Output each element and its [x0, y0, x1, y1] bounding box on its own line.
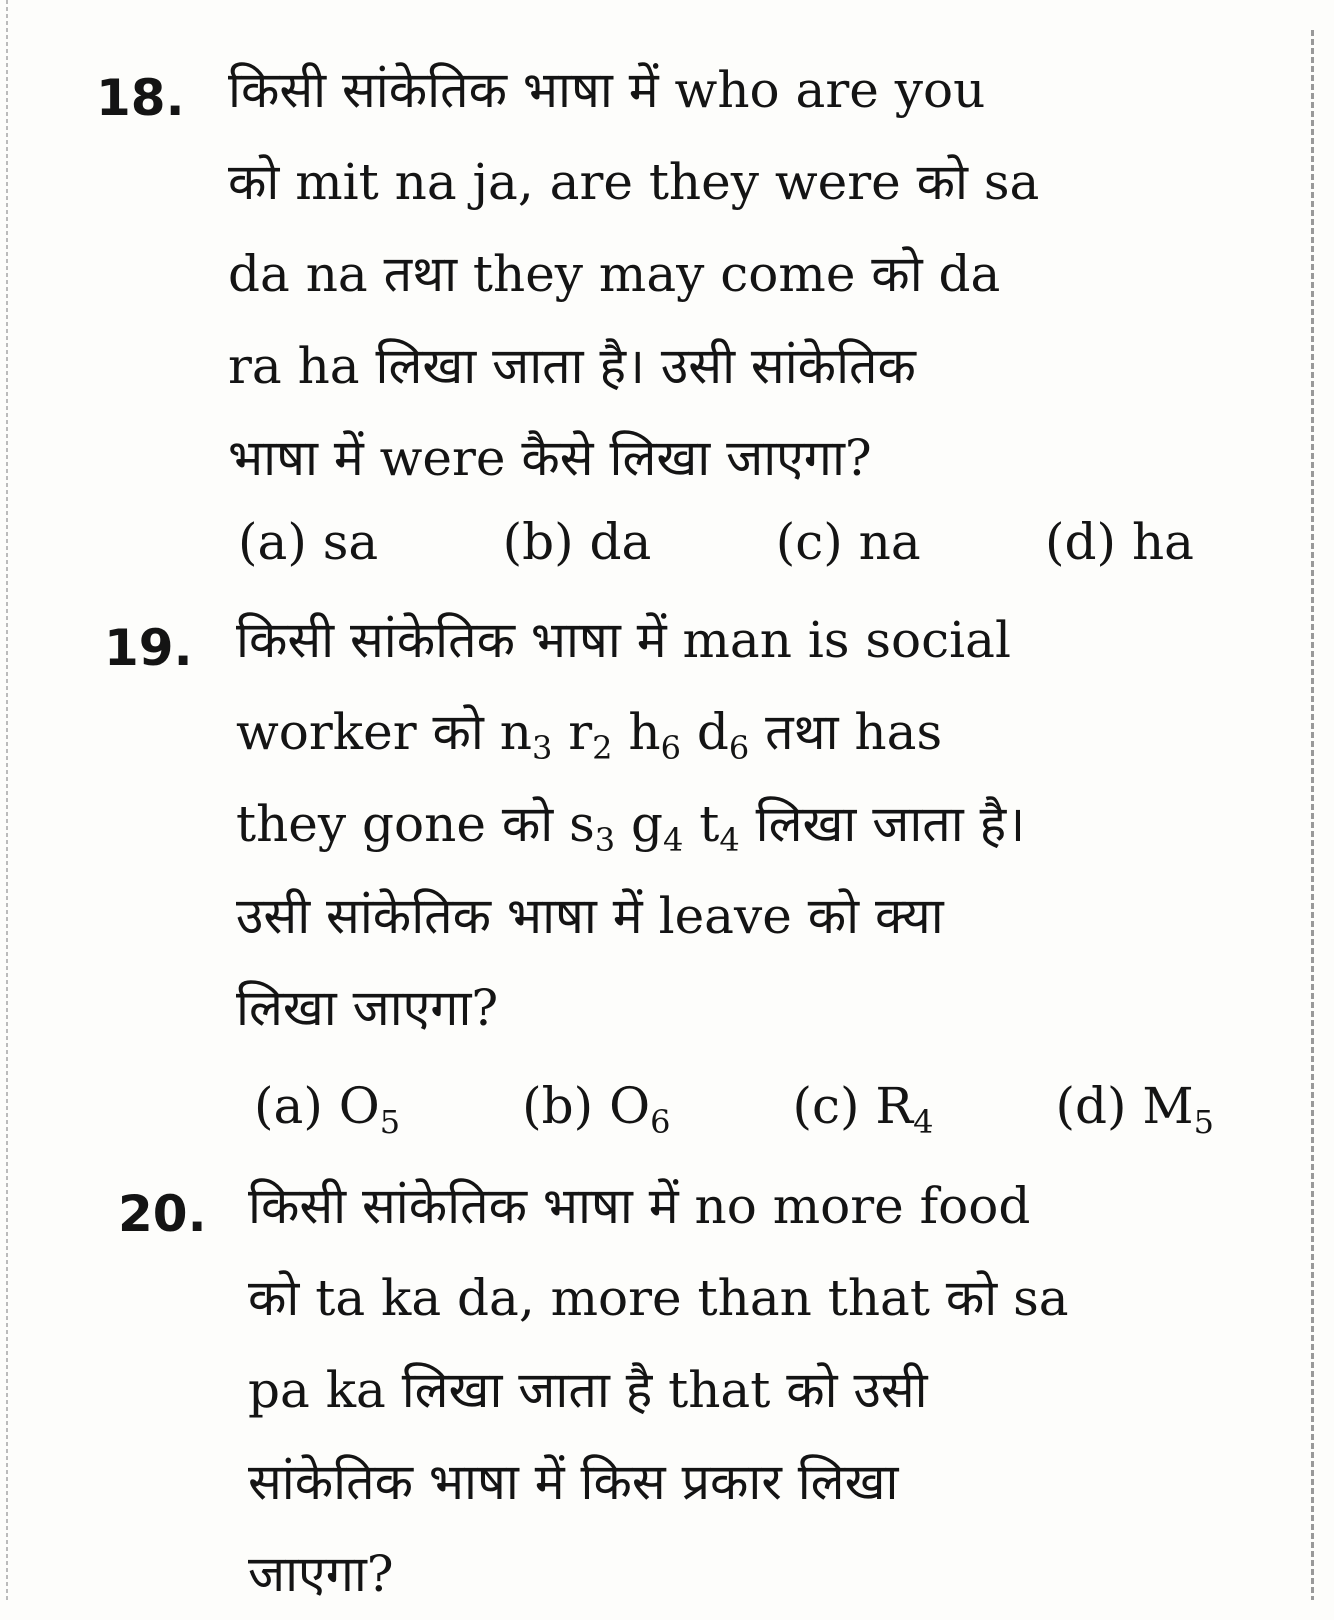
question-line: जाएगा? — [248, 1545, 394, 1603]
option-a[interactable] — [238, 496, 378, 588]
question-text — [236, 594, 1246, 1054]
line-text: लिखा जाता है। — [755, 795, 1026, 853]
code-subscript: 4 — [719, 821, 740, 859]
option-label: (d) — [1055, 1077, 1127, 1135]
code-base: d — [696, 703, 729, 761]
option-subscript: 5 — [1193, 1103, 1214, 1141]
option-text: M — [1142, 1077, 1194, 1135]
option-label: (d) — [1045, 513, 1117, 571]
option-text: O — [338, 1077, 380, 1135]
option-c[interactable] — [776, 496, 921, 588]
question-line: किसी सांकेतिक भाषा में who are you — [228, 61, 986, 119]
line-text: तथा has — [765, 703, 943, 761]
question-text — [228, 44, 1228, 504]
option-b[interactable] — [503, 496, 652, 588]
code-base: n — [499, 703, 532, 761]
left-border-line — [6, 0, 8, 1600]
option-text: na — [858, 513, 921, 571]
code-base: h — [628, 703, 661, 761]
option-text: sa — [322, 513, 379, 571]
option-label: (c) — [792, 1077, 860, 1135]
code — [499, 703, 553, 767]
question-line: ra ha लिखा जाता है। उसी सांकेतिक — [228, 337, 916, 395]
options-row — [238, 496, 1194, 588]
code — [696, 703, 750, 767]
question-line — [236, 778, 1246, 870]
code-base: g — [631, 795, 664, 853]
right-border-line — [1311, 30, 1314, 1600]
option-text: ha — [1131, 513, 1194, 571]
option-text: da — [589, 513, 652, 571]
question-line: किसी सांकेतिक भाषा में man is social — [236, 611, 1011, 669]
code-subscript: 2 — [592, 729, 613, 767]
question-number: 20. — [118, 1185, 207, 1243]
question-line — [236, 686, 1246, 778]
code — [631, 795, 684, 859]
option-label: (b) — [502, 513, 574, 571]
question-line: को mit na ja, are they were को sa — [228, 153, 1040, 211]
question-line: da na तथा they may come को da — [228, 245, 1001, 303]
question-line: pa ka लिखा जाता है that को उसी — [248, 1361, 928, 1419]
code-base: s — [569, 795, 595, 853]
option-subscript: 5 — [379, 1103, 401, 1141]
code-base: r — [568, 703, 593, 761]
options-row — [254, 1060, 1214, 1152]
option-d[interactable] — [1045, 496, 1194, 588]
question-text — [248, 1160, 1258, 1620]
option-label: (b) — [522, 1077, 594, 1135]
code — [628, 703, 681, 767]
question-line: भाषा में were कैसे लिखा जाएगा? — [228, 429, 872, 487]
line-text: they gone को — [236, 795, 554, 853]
line-text: worker को — [236, 703, 484, 761]
code — [569, 795, 616, 859]
option-a[interactable] — [254, 1060, 400, 1152]
code-subscript: 6 — [728, 729, 750, 767]
question-line: उसी सांकेतिक भाषा में leave को क्या — [236, 887, 944, 945]
option-subscript: 6 — [650, 1103, 671, 1141]
option-b[interactable] — [522, 1060, 670, 1152]
option-c[interactable] — [792, 1060, 933, 1152]
code-subscript: 6 — [660, 729, 681, 767]
option-label: (c) — [775, 513, 843, 571]
option-text: R — [875, 1077, 914, 1135]
question-line: को ta ka da, more than that को sa — [248, 1269, 1069, 1327]
question-line: किसी सांकेतिक भाषा में no more food — [248, 1177, 1031, 1235]
question-line: लिखा जाएगा? — [236, 979, 499, 1037]
question-line: सांकेतिक भाषा में किस प्रकार लिखा — [248, 1453, 899, 1511]
code — [699, 795, 740, 859]
code-base: t — [699, 795, 720, 853]
code-subscript: 4 — [663, 821, 684, 859]
question-number: 18. — [96, 69, 185, 127]
option-subscript: 4 — [913, 1103, 934, 1141]
code — [568, 703, 613, 767]
question-number: 19. — [104, 619, 193, 677]
option-d[interactable] — [1055, 1060, 1214, 1152]
code-subscript: 3 — [531, 729, 553, 767]
option-label: (a) — [254, 1077, 323, 1135]
code-subscript: 3 — [594, 821, 616, 859]
option-label: (a) — [238, 513, 307, 571]
option-text: O — [609, 1077, 651, 1135]
